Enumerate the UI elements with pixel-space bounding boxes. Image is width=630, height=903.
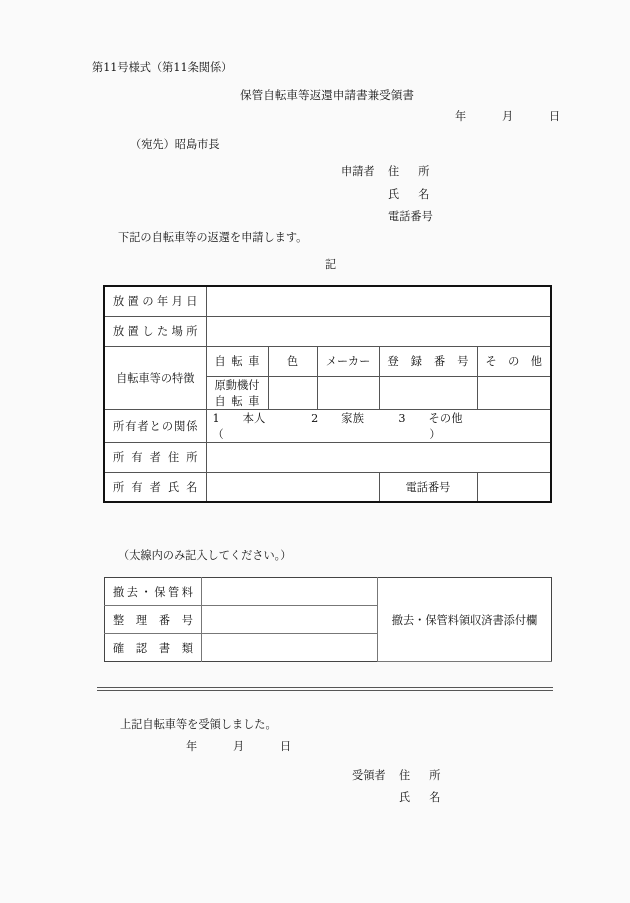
feature-kind-moped-label-line1: 原動機付 [214, 378, 260, 392]
owner-address-label: 所有者住所 [113, 451, 198, 464]
applicant-tel-label: 電話番号 [388, 210, 433, 223]
abandon-date-label-cell [104, 286, 206, 316]
reference-number-label: 整理番号 [113, 613, 193, 627]
table-row-feature-header [104, 346, 551, 376]
receipt-attachment-cell[interactable] [378, 578, 552, 662]
vehicle-return-table [103, 285, 552, 503]
feature-kind-moped-cell [206, 376, 268, 409]
recipient-label: 受領者 [352, 769, 386, 782]
abandon-place-input-cell[interactable] [206, 316, 551, 346]
removal-storage-fee-label: 撤去・保管料 [113, 585, 193, 599]
abandon-date-input-cell[interactable] [206, 286, 551, 316]
owner-address-input-cell[interactable] [206, 442, 551, 472]
feature-kind-bicycle-label: 自転車 [214, 355, 260, 368]
feature-kind-moped-label-line2: 自転車 [214, 394, 260, 408]
owner-name-label: 所有者氏名 [113, 480, 198, 494]
removal-storage-fee-label-cell [105, 578, 202, 606]
reference-number-input-cell[interactable] [202, 606, 378, 634]
owner-relation-label: 所有者との関係 [113, 419, 198, 433]
recipient-address-label: 住 所 [399, 769, 445, 782]
confirmation-document-input-cell[interactable] [202, 634, 378, 662]
fill-in-note: （太線内のみ記入してください。） [118, 549, 292, 562]
owner-relation-options: 1 本人 2 家族 3 その他（ ） [212, 411, 463, 441]
feature-column-color-label: 色 [286, 355, 299, 368]
owner-tel-label: 電話番号 [405, 480, 451, 494]
feature-kind-bicycle-cell [206, 346, 268, 376]
owner-name-input-cell[interactable] [206, 472, 379, 502]
feature-column-color-header [268, 346, 317, 376]
abandon-place-label: 放置した場所 [113, 325, 198, 338]
feature-moped-other-input-cell[interactable] [477, 376, 551, 409]
receipt-attachment-label: 撤去・保管料領収済書添付欄 [391, 613, 538, 627]
recipient-name-label: 氏 名 [399, 791, 445, 804]
form-number: 第11号様式（第11条関係） [92, 61, 233, 74]
section-divider [97, 687, 553, 691]
feature-moped-color-input-cell[interactable] [268, 376, 317, 409]
feature-column-other-label: その他 [485, 355, 542, 368]
feature-moped-registration-input-cell[interactable] [379, 376, 477, 409]
header-date-line: 年 月 日 [455, 110, 561, 123]
confirmation-document-label: 確認書類 [113, 641, 193, 655]
ki-mark: 記 [325, 258, 337, 271]
feature-label: 自転車等の特徴 [116, 371, 195, 385]
abandon-date-label: 放置の年月日 [113, 295, 198, 309]
feature-column-registration-header [379, 346, 477, 376]
table-row-owner-name [104, 472, 551, 502]
receipt-sentence: 上記自転車等を受領しました。 [120, 718, 277, 731]
abandon-place-label-cell [104, 316, 206, 346]
table-row-owner-address [104, 442, 551, 472]
feature-column-other-header [477, 346, 551, 376]
owner-address-label-cell [104, 442, 206, 472]
feature-column-maker-label: メーカー [325, 355, 371, 368]
feature-label-cell [104, 346, 206, 409]
owner-tel-input-cell[interactable] [477, 472, 551, 502]
fee-office-use-table [104, 577, 552, 662]
removal-storage-fee-input-cell[interactable] [202, 578, 378, 606]
table-row-owner-relation [104, 409, 551, 442]
owner-tel-label-cell [379, 472, 477, 502]
applicant-address-label: 住 所 [388, 165, 434, 178]
owner-relation-options-cell[interactable] [206, 409, 551, 442]
owner-name-label-cell [104, 472, 206, 502]
feature-column-maker-header [317, 346, 379, 376]
table-row-abandon-date [104, 286, 551, 316]
confirmation-document-label-cell [105, 634, 202, 662]
table-row-abandon-place [104, 316, 551, 346]
table-row-removal-storage-fee [105, 578, 552, 606]
applicant-name-label: 氏 名 [388, 188, 434, 201]
reference-number-label-cell [105, 606, 202, 634]
receipt-date-line: 年 月 日 [186, 740, 292, 753]
document-title: 保管自転車等返還申請書兼受領書 [240, 88, 414, 102]
request-sentence: 下記の自転車等の返還を申請します。 [118, 231, 308, 244]
addressee: （宛先）昭島市長 [130, 138, 220, 151]
applicant-label: 申請者 [341, 165, 375, 178]
feature-moped-maker-input-cell[interactable] [317, 376, 379, 409]
feature-column-registration-label: 登録番号 [387, 355, 469, 368]
owner-relation-label-cell [104, 409, 206, 442]
